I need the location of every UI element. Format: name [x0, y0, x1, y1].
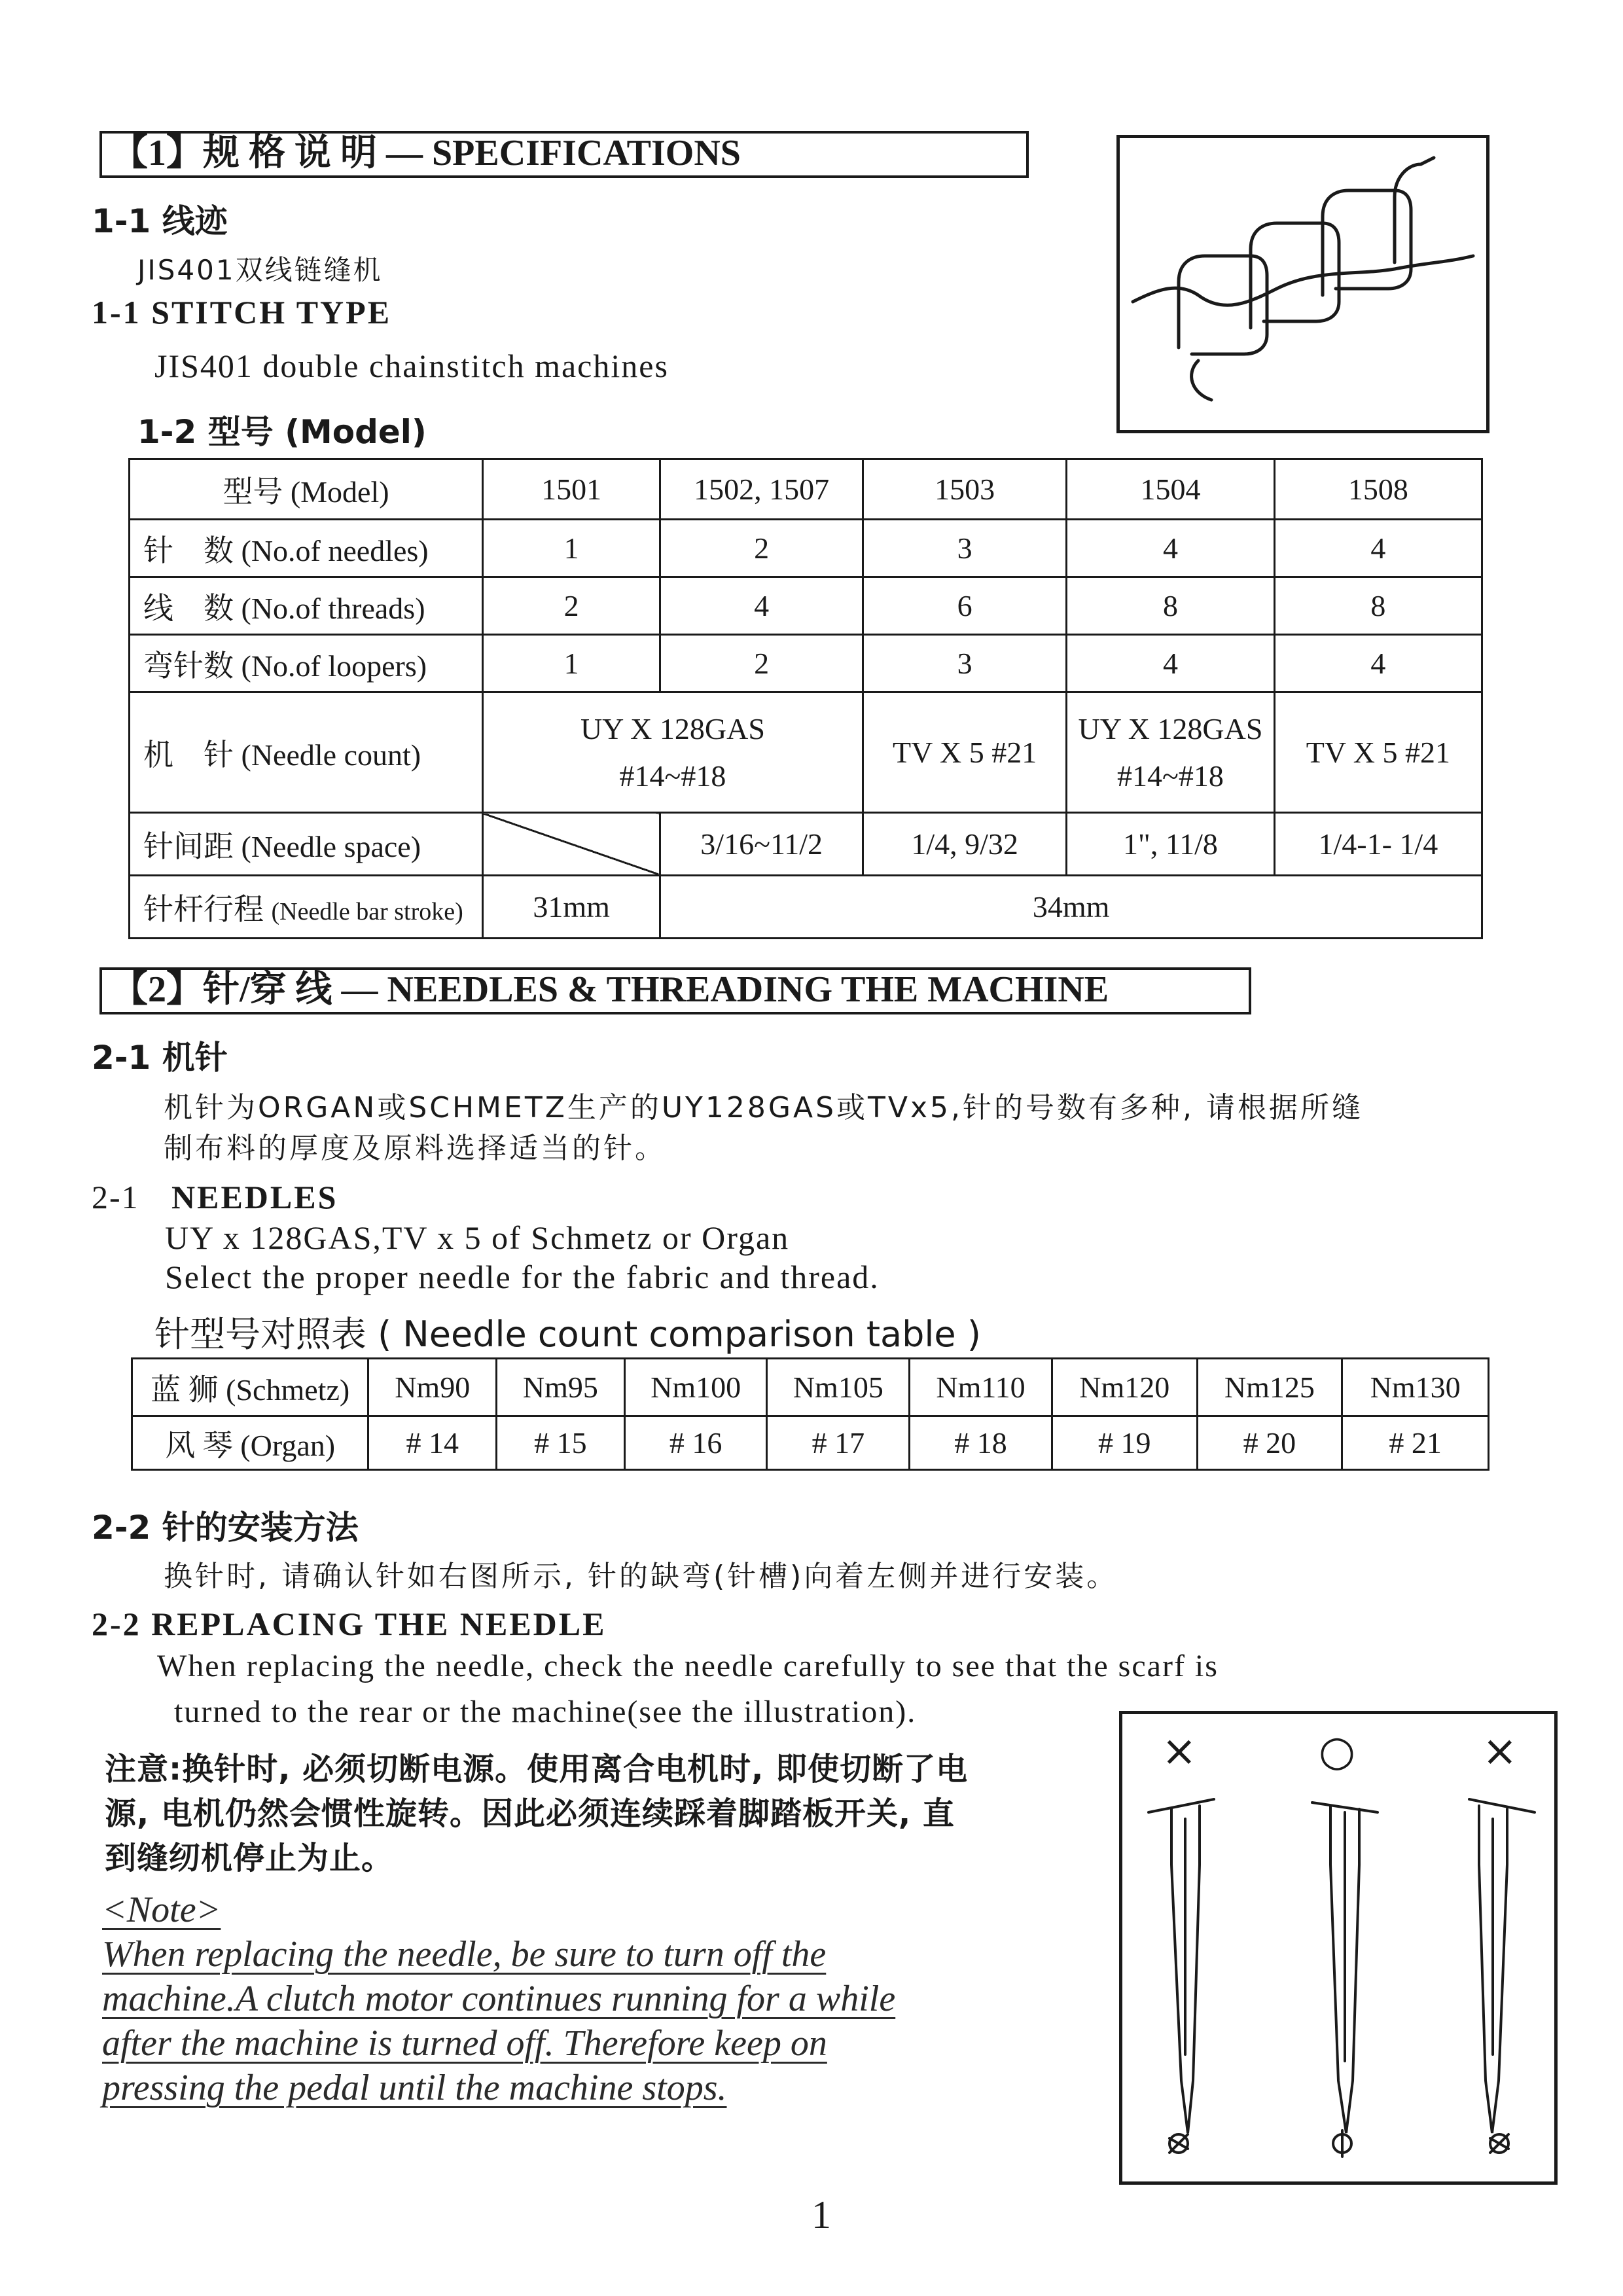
spec-cell: TV X 5 #21 [1274, 692, 1482, 813]
heading-model: 1-2 型号 (Model) [137, 413, 427, 451]
comparison-cell: Nm90 [368, 1359, 497, 1416]
spec-label-loopers: 弯针数 (No.of loopers) [130, 635, 483, 692]
spec-cell: 1/4, 9/32 [863, 813, 1066, 876]
bar-stroke-cn: 针杆行程 [143, 892, 264, 926]
spec-header-1501: 1501 [482, 459, 660, 520]
comparison-cell: # 18 [910, 1416, 1052, 1470]
heading-replace-en: 2-2 REPLACING THE NEEDLE [92, 1605, 607, 1642]
spec-header-model: 型号 (Model) [130, 459, 483, 520]
needle-size: #14~#18 [1117, 759, 1224, 793]
spec-cell: 3 [863, 520, 1066, 577]
needle-type: UY X 128GAS [1078, 711, 1263, 745]
spec-label-needle-space: 针间距 (Needle space) [130, 813, 483, 876]
spec-cell-empty [482, 813, 660, 876]
comparison-cell: # 20 [1197, 1416, 1342, 1470]
spec-row-loopers [130, 635, 1482, 692]
stitch-en-text: JIS401 double chainstitch machines [154, 348, 669, 384]
comparison-cell: # 17 [767, 1416, 910, 1470]
heading-stitch-cn: 1-1 线迹 [92, 202, 228, 240]
needle-figure [1119, 1711, 1558, 2185]
schmetz-label: 蓝 狮 (Schmetz) [132, 1359, 368, 1416]
spec-label-bar-stroke [130, 876, 483, 939]
comparison-cell: Nm120 [1052, 1359, 1197, 1416]
spec-cell: 1", 11/8 [1067, 813, 1274, 876]
comparison-cell: # 15 [497, 1416, 625, 1470]
needle-en-line2: Select the proper needle for the fabric and thread. [165, 1259, 880, 1295]
spec-cell: 6 [863, 577, 1066, 635]
spec-cell: 4 [1067, 635, 1274, 692]
schmetz-row [132, 1359, 1489, 1416]
note-line3: after the machine is turned off. Therefore keep on [102, 2023, 827, 2064]
spec-header-1504: 1504 [1067, 459, 1274, 520]
comparison-cell: Nm100 [624, 1359, 767, 1416]
comparison-cell: # 14 [368, 1416, 497, 1470]
spec-cell: TV X 5 #21 [863, 692, 1066, 813]
spec-cell: 4 [1274, 520, 1482, 577]
spec-row-needle-count [130, 692, 1482, 813]
mark-wrong-icon: × [1162, 1727, 1197, 1776]
comparison-cell: # 21 [1342, 1416, 1489, 1470]
needle-cn-line1: 机针为ORGAN或SCHMETZ生产的UY128GAS或TVx5,针的号数有多种, 请根据所缝 [164, 1091, 1363, 1124]
organ-row [132, 1416, 1489, 1470]
comparison-cell: Nm125 [1197, 1359, 1342, 1416]
comparison-cell: # 19 [1052, 1416, 1197, 1470]
comparison-cell: Nm95 [497, 1359, 625, 1416]
spec-header-1508: 1508 [1274, 459, 1482, 520]
spec-cell: 34mm [660, 876, 1482, 939]
needle-icons [1122, 1714, 1554, 2181]
replace-line2: turned to the rear or the machine(see the illustration). [174, 1695, 917, 1729]
spec-header-1502: 1502, 1507 [660, 459, 863, 520]
spec-cell: 1/4-1- 1/4 [1274, 813, 1482, 876]
spec-label-threads: 线 数 (No.of threads) [130, 577, 483, 635]
heading-stitch-en: 1-1 STITCH TYPE [92, 294, 392, 331]
spec-row-threads [130, 577, 1482, 635]
spec-cell: 1 [482, 520, 660, 577]
note-title: <Note> [102, 1890, 221, 1930]
mark-wrong-icon: × [1482, 1727, 1518, 1776]
warning-line1: 注意:换针时, 必须切断电源。使用离合电机时, 即使切断了电 [105, 1751, 969, 1787]
comparison-cell: Nm130 [1342, 1359, 1489, 1416]
needle-size: #14~#18 [619, 759, 726, 793]
spec-cell: 8 [1274, 577, 1482, 635]
stitch-cn-text: JIS401双线链缝机 [137, 254, 383, 286]
heading-needle-en: NEEDLES [171, 1179, 338, 1215]
spec-cell [1067, 692, 1274, 813]
spec-label-needles: 针 数 (No.of needles) [130, 520, 483, 577]
note-line2: machine.A clutch motor continues running for a while [102, 1979, 896, 2019]
needle-type: UY X 128GAS [580, 711, 765, 745]
heading-needle-cn: 2-1 机针 [92, 1039, 228, 1077]
spec-cell: 1 [482, 635, 660, 692]
mark-correct-icon: ○ [1319, 1727, 1355, 1776]
spec-table [128, 458, 1483, 939]
spec-cell: 4 [1067, 520, 1274, 577]
spec-row-bar-stroke [130, 876, 1482, 939]
chainstitch-icon [1120, 138, 1486, 430]
stitch-figure [1116, 135, 1489, 433]
spec-cell: 3 [863, 635, 1066, 692]
organ-label: 风 琴 (Organ) [132, 1416, 368, 1470]
comparison-table [131, 1357, 1489, 1471]
spec-label-needle-count: 机 针 (Needle count) [130, 692, 483, 813]
spec-cell: 4 [660, 577, 863, 635]
section1-title: 【1】规 格 说 明 — SPECIFICATIONS [99, 131, 1029, 178]
needle-en-line1: UY x 128GAS,TV x 5 of Schmetz or Organ [165, 1219, 790, 1256]
note-line4: pressing the pedal until the machine stops. [102, 2068, 727, 2108]
spec-cell: 3/16~11/2 [660, 813, 863, 876]
spec-cell: 8 [1067, 577, 1274, 635]
spec-header-row [130, 459, 1482, 520]
spec-cell: 2 [482, 577, 660, 635]
replace-line1: When replacing the needle, check the needle carefully to see that the scarf is [157, 1649, 1219, 1683]
warning-line2: 源, 电机仍然会惯性旋转。因此必须连续踩着脚踏板开关, 直 [105, 1795, 955, 1832]
section2-title: 【2】针/穿 线 — NEEDLES & THREADING THE MACHINE [99, 967, 1251, 1014]
comparison-cell: Nm105 [767, 1359, 910, 1416]
install-cn-text: 换针时, 请确认针如右图所示, 针的缺弯(针槽)向着左侧并进行安装。 [164, 1560, 1118, 1593]
spec-row-needle-space [130, 813, 1482, 876]
spec-cell: 4 [1274, 635, 1482, 692]
spec-cell: 31mm [482, 876, 660, 939]
warning-line3: 到缝纫机停止为止。 [105, 1840, 394, 1876]
page-number: 1 [812, 2193, 831, 2236]
spec-row-needles [130, 520, 1482, 577]
spec-cell [482, 692, 863, 813]
comparison-title: 针型号对照表 ( Needle count comparison table ) [154, 1314, 981, 1355]
needle-cn-line2: 制布料的厚度及原料选择适当的针。 [164, 1132, 666, 1165]
spec-header-1503: 1503 [863, 459, 1066, 520]
heading-needle-en-num: 2-1 [92, 1179, 139, 1215]
bar-stroke-en: (Needle bar stroke) [271, 897, 463, 925]
heading-install-cn: 2-2 针的安装方法 [92, 1509, 359, 1547]
spec-cell: 2 [660, 635, 863, 692]
comparison-cell: # 16 [624, 1416, 767, 1470]
spec-cell: 2 [660, 520, 863, 577]
comparison-cell: Nm110 [910, 1359, 1052, 1416]
note-line1: When replacing the needle, be sure to turn off the [102, 1934, 827, 1975]
